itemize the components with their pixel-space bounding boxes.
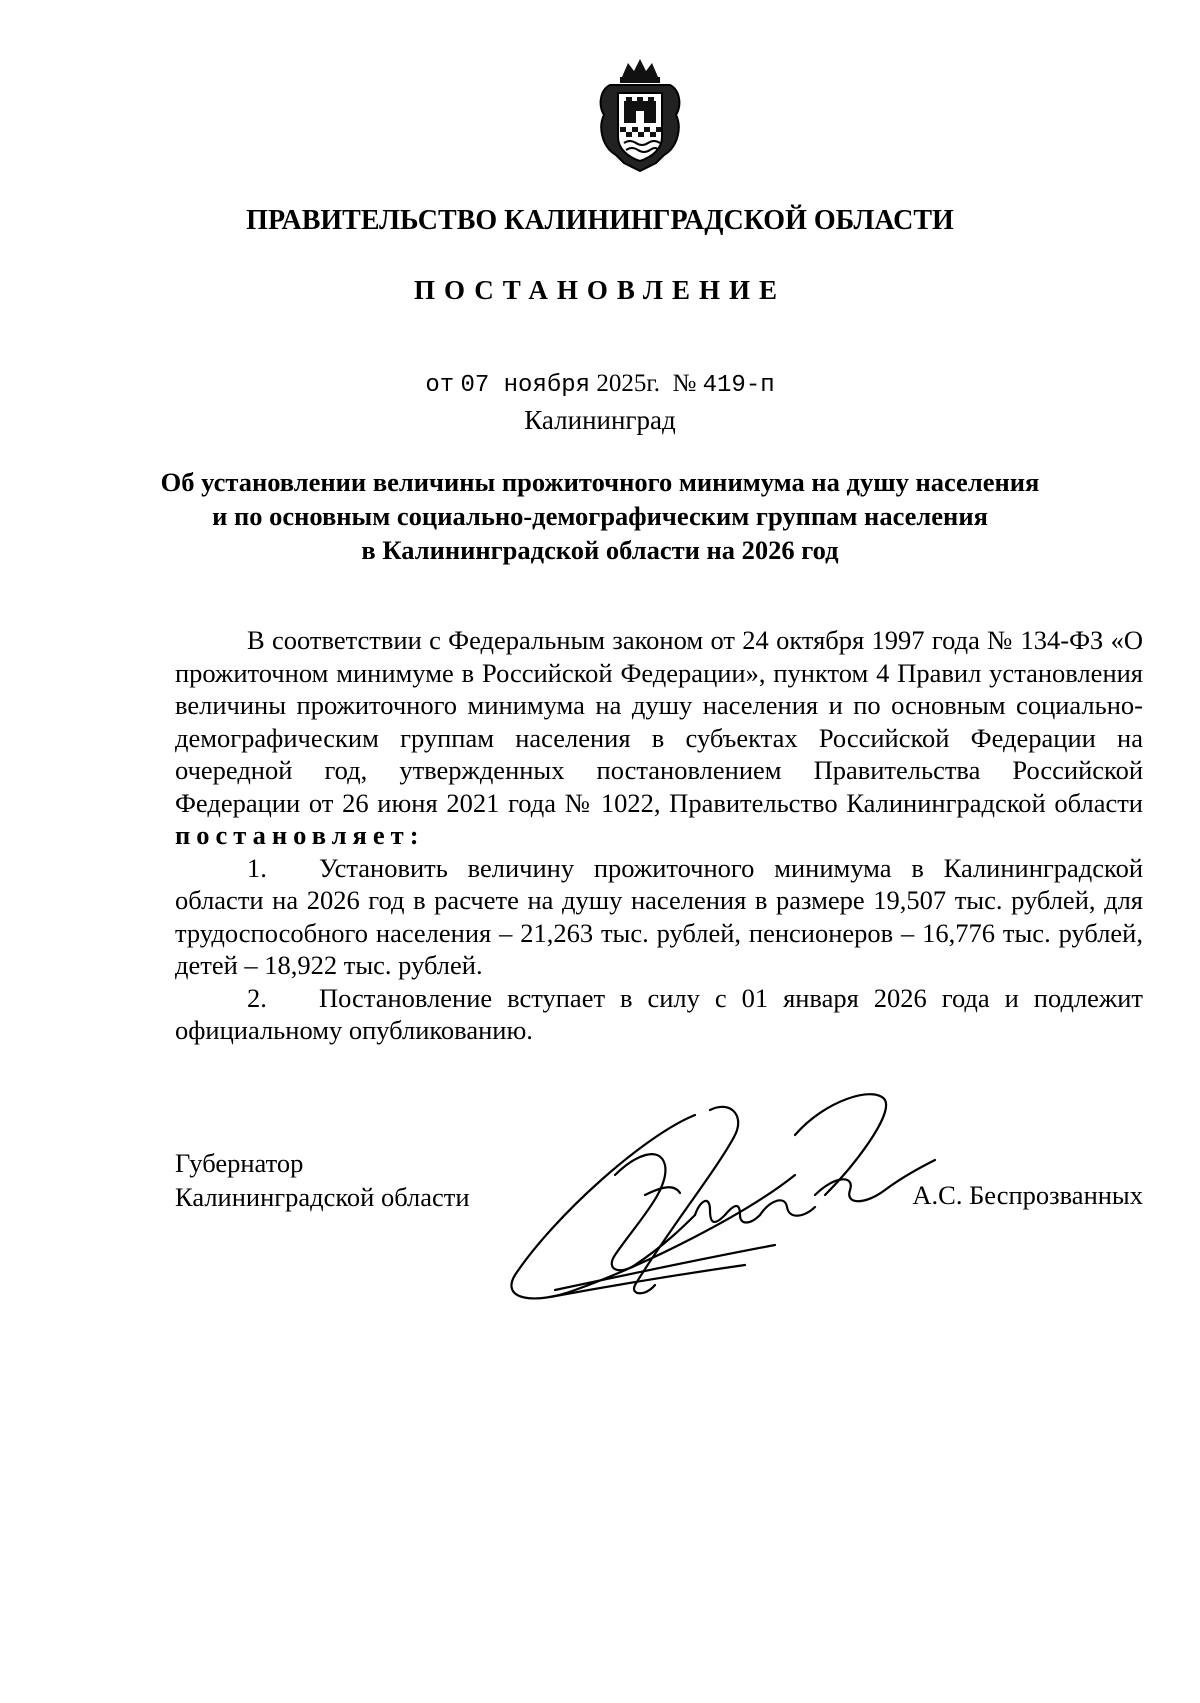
document-number: 419-п bbox=[702, 372, 775, 399]
item-text: Установить величину прожиточного минимума в Калининградской области на 2026 год в расчете на душу населения в размере 19,507 тыс. рублей, для трудоспособного населения – 21,263 тыс. рублей, пенсионеров – 16,776 тыс. рублей, детей – 18,922 тыс. рублей. bbox=[175, 852, 1143, 980]
subject-line: Об установлении величины прожиточного минимума на душу населения bbox=[160, 467, 1040, 497]
list-item bbox=[175, 982, 1143, 1047]
document-type-title: ПОСТАНОВЛЕНИЕ bbox=[413, 275, 787, 305]
preamble-paragraph bbox=[175, 624, 1143, 852]
document-subject bbox=[150, 465, 1050, 567]
item-number: 1. bbox=[247, 852, 267, 883]
document-body bbox=[175, 624, 1143, 1047]
document-date-number bbox=[0, 370, 1200, 399]
subject-line: и по основным социально-демографическим группам населения bbox=[212, 501, 988, 531]
signer-title-line: Губернатор bbox=[175, 1148, 304, 1178]
date-year: 2025 bbox=[596, 370, 647, 397]
preamble-text: В соответствии с Федеральным законом от 24 октября 1997 года № 134-ФЗ «О прожиточном минимуме в Российской Федерации», пунктом 4 Правил установления величины прожиточного минимума на душу населения и по основным социально-демографическим группам населения в субъектах Российской Федерации на очередной год, утвержденных постановлением Правительства Российской Федерации от 26 июня 2021 года № 1022, Правительство Калининградской области bbox=[175, 625, 1143, 818]
date-suffix: г. bbox=[646, 370, 660, 397]
government-title: ПРАВИТЕЛЬСТВО КАЛИНИНГРАДСКОЙ ОБЛАСТИ bbox=[246, 205, 954, 236]
decree-colon: : bbox=[409, 820, 419, 850]
item-text: Постановление вступает в силу с 01 января 2026 года и подлежит официальному опубликованию. bbox=[175, 982, 1143, 1045]
issue-city: Калининград bbox=[524, 405, 676, 435]
subject-line: в Калининградской области на 2026 год bbox=[361, 535, 839, 565]
date-prefix: от bbox=[425, 372, 455, 399]
handwritten-signature bbox=[495, 1075, 965, 1315]
coat-of-arms-icon bbox=[590, 55, 690, 175]
signer-position bbox=[175, 1146, 470, 1214]
number-sign: № bbox=[672, 370, 697, 397]
signer-name: А.С. Беспрозванных bbox=[912, 1180, 1143, 1210]
date-value: 07 ноября bbox=[460, 372, 591, 399]
list-item bbox=[175, 852, 1143, 982]
decree-word: постановляет bbox=[175, 820, 410, 850]
item-number: 2. bbox=[247, 982, 267, 1013]
signer-title-line: Калининградской области bbox=[175, 1182, 470, 1212]
